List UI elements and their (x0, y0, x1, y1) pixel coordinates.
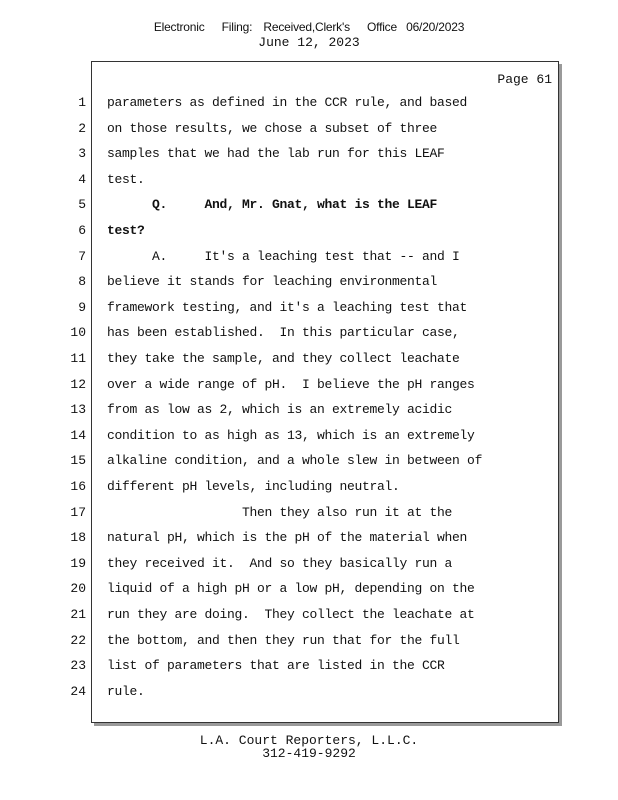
line-number: 6 (78, 223, 86, 238)
transcript-line: from as low as 2, which is an extremely acidic (107, 402, 453, 418)
line-number: 2 (78, 120, 86, 136)
transcript-line: list of parameters that are listed in the CCR (107, 658, 445, 674)
line-number: 12 (70, 376, 86, 392)
line-number: 8 (78, 274, 86, 290)
line-number: 23 (70, 658, 86, 674)
transcript-line: test? (107, 223, 145, 238)
transcript-line: A. It's a leaching test that -- and I (107, 248, 460, 264)
reporter-company: L.A. Court Reporters, L.L.C. (199, 733, 419, 748)
transcript-line: condition to as high as 13, which is an extremely (107, 427, 475, 443)
transcript-line: believe it stands for leaching environmental (107, 274, 438, 290)
line-number: 1 (78, 95, 86, 110)
line-number: 18 (70, 530, 86, 546)
transcript-line: framework testing, and it's a leaching test that (107, 299, 468, 315)
line-number: 7 (78, 248, 86, 264)
transcript-line: on those results, we chose a subset of three (107, 120, 438, 136)
stamp-word: Office (367, 20, 397, 34)
line-number: 17 (70, 504, 86, 520)
reporter-phone: 312-419-9292 (262, 746, 356, 761)
transcript-line: has been established. In this particular case, (107, 325, 460, 341)
line-number: 24 (70, 683, 86, 699)
transcript-date: June 12, 2023 (258, 35, 360, 50)
line-number: 19 (70, 555, 86, 571)
line-number: 11 (70, 351, 86, 366)
line-number: 10 (70, 325, 86, 341)
line-number: 15 (70, 453, 86, 469)
transcript-line: the bottom, and then they run that for the full (107, 632, 460, 648)
line-number: 20 (70, 581, 86, 597)
line-number: 14 (70, 427, 86, 443)
transcript-line: test. (107, 171, 145, 187)
stamp-word: 06/20/2023 (406, 20, 465, 34)
stamp-word: Received,Clerk's (263, 20, 350, 34)
stamp-word: Electronic (153, 20, 205, 34)
transcript-line: Then they also run it at the (107, 504, 453, 520)
transcript-line: they received it. And so they basically run a (107, 555, 453, 571)
line-number: 22 (70, 632, 86, 648)
transcript-line: Q. And, Mr. Gnat, what is the LEAF (107, 197, 438, 213)
line-number: 13 (70, 402, 86, 418)
line-number: 21 (70, 607, 86, 622)
line-number: 5 (78, 197, 86, 213)
filing-stamp (0, 20, 618, 34)
transcript-line: parameters as defined in the CCR rule, and based (107, 95, 468, 110)
transcript-line: over a wide range of pH. I believe the pH ranges (107, 376, 475, 392)
transcript-line: samples that we had the lab run for this LEAF (107, 146, 445, 162)
transcript-line: they take the sample, and they collect leachate (107, 351, 460, 366)
line-number: 4 (78, 171, 86, 187)
line-number: 3 (78, 146, 86, 162)
line-number: 9 (78, 299, 86, 315)
page-number: Page 61 (497, 72, 552, 87)
transcript-line: alkaline condition, and a whole slew in between of (107, 453, 483, 469)
transcript-line: rule. (107, 683, 145, 699)
line-number: 16 (70, 479, 86, 494)
transcript-line: liquid of a high pH or a low pH, depending on the (107, 581, 475, 597)
stamp-word: Filing: (221, 20, 253, 34)
transcript-line: different pH levels, including neutral. (107, 479, 400, 494)
transcript-line: run they are doing. They collect the leachate at (107, 607, 475, 622)
transcript-line: natural pH, which is the pH of the material when (107, 530, 468, 546)
